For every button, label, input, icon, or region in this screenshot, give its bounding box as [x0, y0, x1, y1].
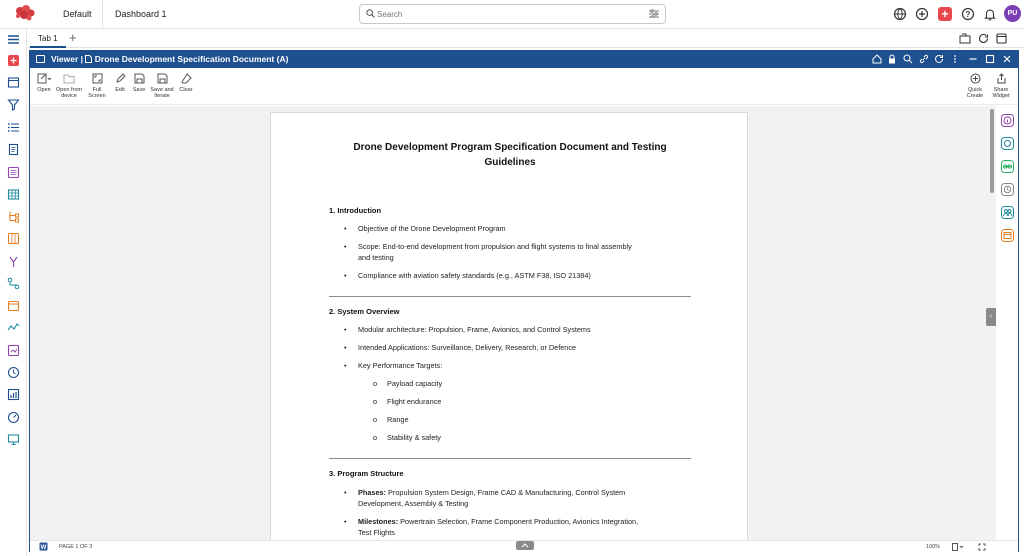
vertical-scrollbar[interactable] — [990, 109, 994, 193]
save-iterate-label-1: Save and — [150, 87, 174, 93]
reload-icon[interactable] — [934, 54, 944, 64]
share-widget-button[interactable] — [990, 73, 1012, 99]
pencil-icon — [115, 73, 126, 84]
open-button[interactable] — [35, 73, 53, 93]
open-label: Open — [37, 87, 51, 93]
workspace-tab-dashboard[interactable]: Dashboard 1 — [115, 9, 167, 19]
list-item: • Objective of the Drone Development Program — [344, 224, 506, 233]
share-icon — [996, 73, 1007, 84]
search-box[interactable] — [359, 4, 666, 24]
divider — [329, 296, 691, 297]
refresh-icon[interactable] — [978, 33, 989, 44]
list-item-continuation: Test Flights — [358, 528, 395, 537]
table-icon[interactable] — [7, 188, 20, 201]
search-icon — [366, 9, 375, 18]
tab-strip — [27, 29, 1024, 48]
branch-icon[interactable] — [7, 255, 20, 268]
add-tab-button[interactable]: + — [69, 30, 77, 45]
section-system-overview: 2. System Overview — [329, 307, 400, 316]
viewer-window — [29, 50, 1019, 552]
monitor-settings-icon[interactable] — [7, 433, 20, 446]
search-input[interactable] — [377, 7, 637, 22]
clear-label: Clear — [179, 87, 193, 93]
edit-label: Edit — [115, 87, 125, 93]
document-name: Drone Development Specification Document (A) — [94, 54, 289, 64]
full-screen-icon — [92, 73, 103, 84]
open-from-device-button[interactable] — [55, 73, 83, 99]
document-page — [270, 112, 748, 541]
filter-settings-icon[interactable] — [649, 9, 659, 18]
document-icon[interactable] — [7, 143, 20, 156]
open-icon — [35, 73, 53, 84]
document-area[interactable] — [30, 106, 1018, 541]
home-icon[interactable] — [872, 54, 882, 64]
title-line-1: Drone Development Program Specification Document and Testing — [353, 142, 667, 153]
list-item-continuation: Development, Assembly & Testing — [358, 499, 469, 508]
zoom-icon[interactable] — [903, 54, 913, 64]
report-icon[interactable] — [7, 344, 20, 357]
svg-text:W: W — [40, 545, 47, 551]
more-options-icon[interactable] — [950, 54, 960, 64]
save-icon — [134, 73, 145, 84]
line-chart-icon[interactable] — [7, 321, 20, 334]
viewer-label: Viewer — [51, 54, 79, 64]
list-item-continuation: and testing — [358, 253, 394, 262]
globe-settings-icon[interactable] — [893, 7, 907, 21]
list-item: • Milestones: Powertrain Selection, Frame Component Production, Avionics Integration, — [344, 517, 639, 526]
section-introduction: 1. Introduction — [329, 206, 382, 215]
sub-list-item: o Range — [373, 415, 409, 424]
help-icon[interactable] — [961, 7, 975, 21]
link-icon[interactable] — [919, 54, 929, 64]
eraser-icon — [181, 73, 192, 84]
quick-label-1: Quick — [967, 87, 983, 93]
full-label-2: Screen — [88, 93, 106, 99]
window-icon[interactable] — [7, 76, 20, 89]
edit-button[interactable] — [112, 73, 128, 93]
app-logo[interactable] — [14, 4, 36, 24]
left-sidebar — [0, 29, 27, 556]
notification-bell-icon[interactable] — [983, 7, 997, 21]
share-label-2: Widget — [992, 93, 1010, 99]
chevron-up-icon — [516, 541, 534, 550]
document-title — [331, 140, 689, 170]
save-button[interactable] — [130, 73, 148, 93]
save-label: Save — [132, 87, 146, 93]
maximize-icon[interactable] — [985, 54, 995, 64]
fit-screen-icon[interactable] — [978, 543, 986, 551]
hierarchy-icon[interactable] — [7, 210, 20, 223]
quick-create-button[interactable] — [965, 73, 985, 99]
divider — [329, 458, 691, 459]
folder-icon[interactable] — [959, 33, 971, 44]
page-indicator: PAGE 1 OF 3 — [59, 544, 93, 550]
word-file-icon — [39, 542, 48, 551]
full-label-1: Full — [92, 87, 102, 93]
calendar-icon[interactable] — [7, 299, 20, 312]
kanban-icon[interactable] — [7, 232, 20, 245]
quick-label-2: Create — [966, 93, 984, 99]
full-screen-button[interactable] — [87, 73, 107, 99]
relations-icon[interactable] — [1001, 137, 1014, 150]
gauge-icon[interactable] — [7, 411, 20, 424]
title-line-2: Guidelines — [484, 157, 536, 168]
svg-text:?: ? — [965, 10, 971, 19]
title-separator: | — [80, 54, 84, 64]
list-item: • Phases: Propulsion System Design, Frame CAD & Manufacturing, Control System — [344, 488, 626, 497]
user-avatar[interactable]: PU — [1004, 5, 1021, 22]
section-program-structure: 3. Program Structure — [329, 469, 404, 478]
sub-list-item: o Stability & safety — [373, 433, 441, 442]
sub-list-item: o Payload capacity — [373, 379, 443, 388]
bar-chart-icon[interactable] — [7, 388, 20, 401]
form-icon[interactable] — [7, 166, 20, 179]
add-circle-icon[interactable] — [915, 7, 929, 21]
list-item: • Scope: End-to-end development from propulsion and flight systems to final assembly — [344, 242, 632, 251]
viewer-icon — [36, 55, 45, 63]
list-item: • Key Performance Targets: — [344, 361, 443, 370]
history-icon[interactable] — [7, 366, 20, 379]
status-bar — [30, 540, 1018, 552]
users-icon[interactable] — [1001, 206, 1014, 219]
tab-1[interactable]: Tab 1 — [30, 30, 66, 48]
document-file-icon — [85, 55, 92, 63]
collapse-panel-button[interactable]: ‹ — [986, 308, 996, 326]
list-icon[interactable] — [7, 121, 20, 134]
folder-open-icon — [63, 73, 75, 84]
open-device-label-2: device — [61, 93, 77, 99]
filter-icon[interactable] — [7, 98, 20, 111]
plus-circle-icon — [970, 73, 981, 84]
page-layout-dropdown-icon[interactable] — [952, 543, 964, 551]
workflow-icon[interactable] — [7, 277, 20, 290]
info-icon[interactable] — [1001, 114, 1014, 127]
close-icon[interactable] — [1002, 54, 1012, 64]
list-item: • Compliance with aviation safety standards (e.g., ASTM F38, ISO 21384) — [344, 271, 591, 280]
list-item: • Modular architecture: Propulsion, Frame, Avionics, and Control Systems — [344, 325, 591, 334]
add-widget-icon[interactable] — [7, 54, 20, 67]
list-item: • Intended Applications: Surveillance, Delivery, Research, or Defence — [344, 343, 577, 352]
top-bar — [0, 0, 1024, 29]
right-tool-panel — [996, 106, 1018, 541]
link-chain-icon[interactable] — [1001, 160, 1014, 173]
open-device-label-1: Open from — [56, 87, 82, 93]
zoom-level[interactable]: 100% — [926, 544, 941, 550]
workspace-tab-default[interactable]: Default — [51, 0, 103, 28]
sub-list-item: o Flight endurance — [373, 397, 442, 406]
clear-button[interactable] — [177, 73, 195, 93]
lock-icon[interactable] — [887, 54, 897, 64]
hamburger-menu-icon[interactable] — [7, 33, 20, 46]
viewer-title — [51, 51, 288, 68]
maximize-window-icon[interactable] — [996, 33, 1007, 44]
history-icon[interactable] — [1001, 183, 1014, 196]
viewer-toolbar — [30, 68, 1018, 105]
calendar-icon[interactable] — [1001, 229, 1014, 242]
save-iterate-icon — [157, 73, 168, 84]
share-label-1: Share — [993, 87, 1009, 93]
scroll-up-button[interactable] — [516, 541, 534, 550]
viewer-header — [30, 51, 1018, 68]
create-new-button[interactable]: + — [938, 7, 952, 21]
save-and-iterate-button[interactable] — [149, 73, 175, 99]
save-iterate-label-2: Iterate — [154, 93, 170, 99]
minimize-icon[interactable] — [968, 54, 978, 64]
